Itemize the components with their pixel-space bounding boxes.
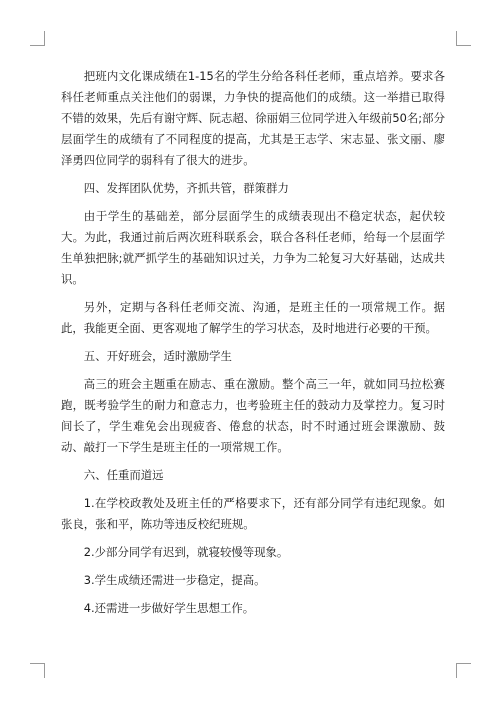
document-body (61, 66, 445, 626)
paragraph-top-students: 把班内文化课成绩在1-15名的学生分给各科任老师，重点培养。要求各科任老师重点关注他们的弱课，力争快的提高他们的成绩。这一举措已取得不错的效果，先后有谢守辉、阮志超、徐丽娟三位同学进入年级前50名;部分层面学生的成绩有了不同程度的提高，尤其是王志学、宋志显、张文丽、廖泽勇四位同学的弱科有了很大的进步。 (61, 69, 445, 167)
list-item-grades: 3.学生成绩还需进一步稳定，提高。 (83, 573, 266, 587)
paragraph-teacher-communication: 另外，定期与各科任老师交流、沟通，是班主任的一项常规工作。据此，我能更全面、更客观地了解学生的学习状态，及时地进行必要的干预。 (61, 300, 445, 335)
crop-mark-bottom-left (30, 663, 45, 678)
list-item-lateness: 2.少部分同学有迟到，就寝较慢等现象。 (83, 545, 289, 559)
crop-mark-bottom-right (456, 663, 471, 678)
paragraph-teacher-meeting: 由于学生的基础差，部分层面学生的成绩表现出不稳定状态，起伏较大。为此，我通过前后两次班科联系会，联合各科任老师，给每一个层面学生单独把脉;就严抓学生的基础知识过关，力争为二轮复习大好基础，达成共识。 (61, 209, 445, 286)
section-heading-class-meeting: 五、开好班会，适时激励学生 (83, 349, 232, 363)
section-heading-teamwork: 四、发挥团队优势，齐抓共管，群策群力 (83, 181, 289, 195)
crop-mark-top-left (30, 31, 45, 46)
paragraph-motivation: 高三的班会主题重在励志、重在激励。整个高三一年，就如同马拉松赛跑，既考验学生的耐力和意志力，也考验班主任的鼓动力及掌控力。复习时间长了，学生难免会出现疲沓、倦怠的状态，时不时通过班会课激励、鼓动、敲打一下学生是班主任的一项常规工作。 (61, 377, 445, 454)
list-item-discipline: 1.在学校政教处及班主任的严格要求下，还有部分同学有违纪现象。如张良，张和平，陈功等违反校纪班规。 (61, 496, 445, 531)
crop-mark-top-right (456, 31, 471, 46)
section-heading-long-road: 六、任重而道远 (83, 468, 164, 482)
list-item-ideology: 4.还需进一步做好学生思想工作。 (83, 601, 255, 615)
